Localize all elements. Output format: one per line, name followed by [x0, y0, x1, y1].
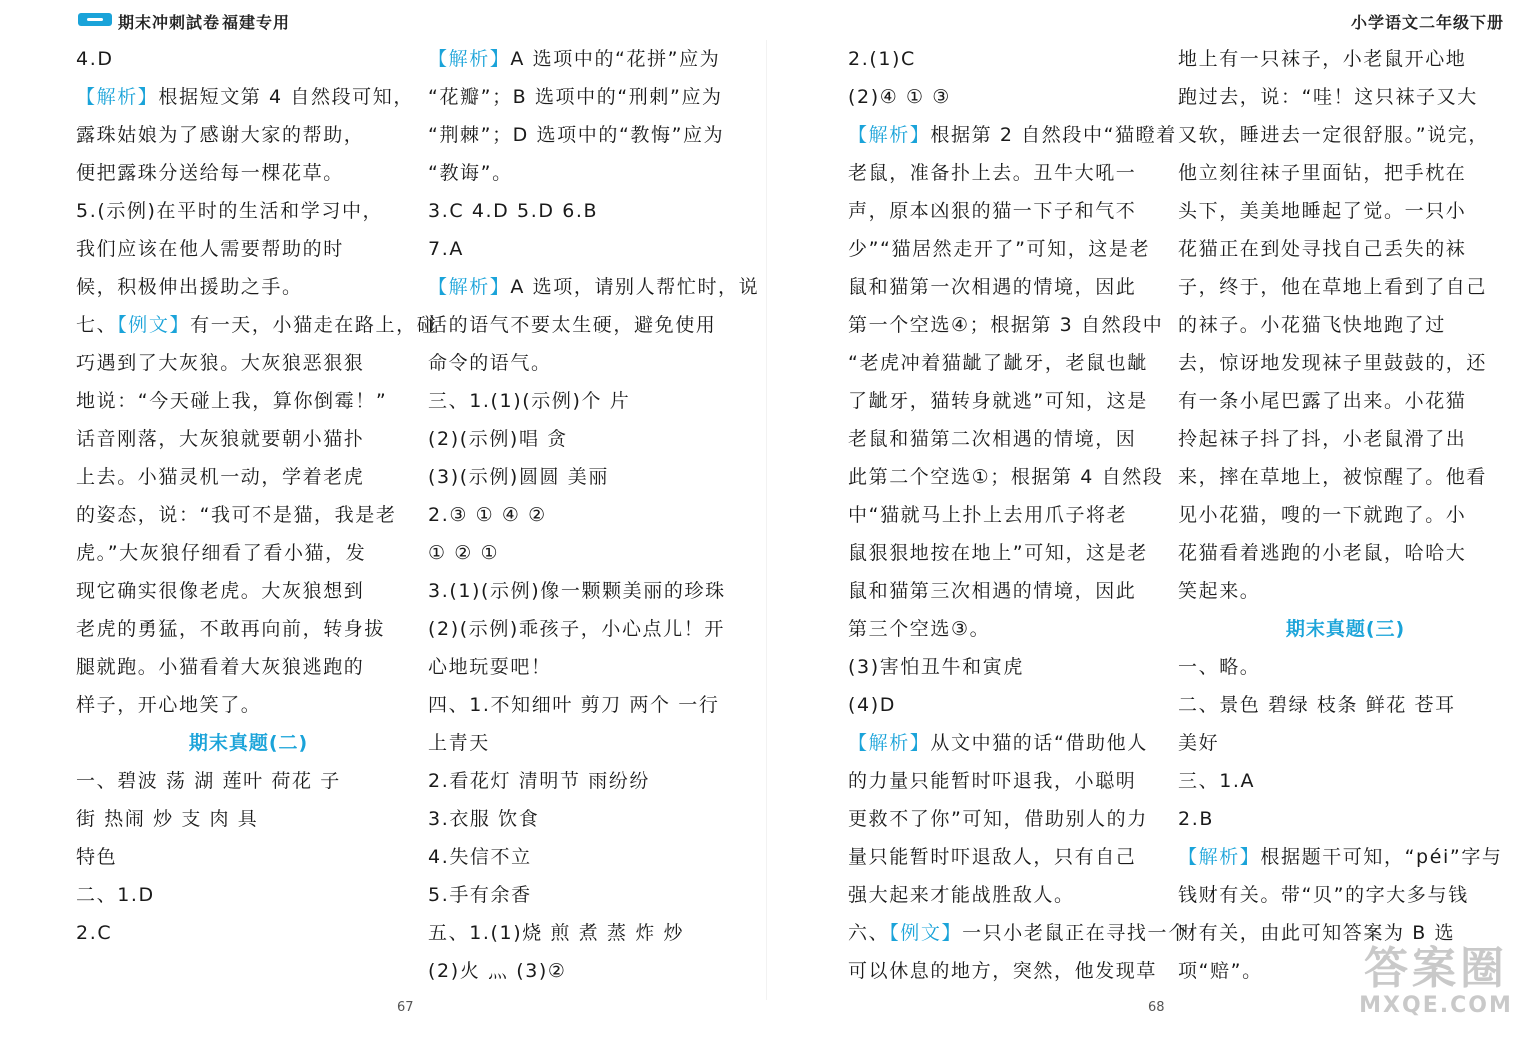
answer-text: 又软，睡进去一定很舒服。”说完，: [1178, 124, 1489, 146]
answer-text: 根据第 2 自然段中“猫瞪着: [930, 124, 1177, 146]
answer-line: [1178, 268, 1513, 306]
answer-text: 声，原本凶狠的猫一下子和气不: [848, 200, 1137, 222]
page-number-right: 68: [1148, 1000, 1165, 1015]
answer-line: [848, 116, 1177, 154]
answer-text: 笑起来。: [1178, 580, 1261, 602]
answer-line: [428, 40, 773, 78]
answer-line: [76, 116, 421, 154]
answer-line: [848, 610, 1153, 648]
answer-line: [1178, 534, 1513, 572]
answer-text: 特色: [76, 846, 118, 868]
answer-line: [1178, 78, 1513, 116]
answer-text: 有一条小尾巴露了出来。小花猫: [1178, 390, 1467, 412]
answer-text: A 选项，请别人帮忙时，说: [510, 276, 760, 298]
answer-line: [1178, 230, 1513, 268]
answer-line: [428, 382, 773, 420]
answer-text: 此第二个空选①；根据第 4 自然段: [848, 466, 1164, 488]
answer-line: [848, 420, 1153, 458]
answer-line: [1178, 382, 1513, 420]
analysis-tag: 【例文】: [117, 314, 191, 336]
answer-text: 5.手有余香: [428, 884, 532, 906]
watermark: [1356, 945, 1516, 1019]
answer-line: [1178, 724, 1513, 762]
answer-text: (2)火 灬 (3)②: [428, 960, 567, 982]
answer-line: [76, 762, 421, 800]
answer-line: [76, 686, 421, 724]
answer-line: [1178, 306, 1513, 344]
answer-text: “老虎冲着猫龇了龇牙，老鼠也龇: [848, 352, 1148, 374]
answer-text: 命令的语气。: [428, 352, 552, 374]
answer-text: 老鼠，准备扑上去。丑牛大吼一: [848, 162, 1137, 184]
answer-line: [428, 344, 773, 382]
answer-text: 一、略。: [1178, 656, 1261, 678]
answer-text: 了龇牙，猫转身就逃”可知，这是: [848, 390, 1148, 412]
answer-line: [76, 154, 421, 192]
answer-line: [848, 838, 1153, 876]
answer-line: [1178, 838, 1513, 876]
answer-text: 上去。小猫灵机一动，学着老虎: [76, 466, 365, 488]
page-header: [0, 0, 1536, 40]
answer-column-4: [1178, 40, 1513, 990]
answer-line: [1178, 572, 1513, 610]
answer-line: [428, 458, 773, 496]
answer-line: [1178, 154, 1513, 192]
answer-line: [1178, 420, 1513, 458]
answer-line: [1178, 876, 1513, 914]
answer-line: [848, 762, 1153, 800]
answer-text: 候，积极伸出援助之手。: [76, 276, 303, 298]
answer-text: 3.(1)(示例)像一颗颗美丽的珍珠: [428, 580, 726, 602]
answer-text: 美好: [1178, 732, 1220, 754]
answer-line: [848, 914, 1189, 952]
answer-text: 跑过去，说：“哇！这只袜子又大: [1178, 86, 1478, 108]
answer-text: 六、: [848, 922, 890, 944]
answer-text: A 选项中的“花拼”应为: [510, 48, 721, 70]
answer-line: [1178, 648, 1513, 686]
answer-text: 量只能暂时吓退敌人，只有自己: [848, 846, 1137, 868]
answer-line: [428, 154, 773, 192]
answer-line: [76, 40, 421, 78]
answer-text: 鼠狠狠地按在地上”可知，这是老: [848, 542, 1148, 564]
answer-line: [848, 648, 1153, 686]
answer-text: 我们应该在他人需要帮助的时: [76, 238, 344, 260]
answer-line: [428, 572, 773, 610]
answer-line: [76, 382, 421, 420]
answer-line: [76, 800, 421, 838]
answer-line: [428, 192, 773, 230]
answer-text: 二、1.D: [76, 884, 155, 906]
answer-text: 第三个空选③。: [848, 618, 991, 640]
edition-label: 福建专用: [222, 13, 291, 32]
answer-text: 话的语气不要太生硬，避免使用: [428, 314, 717, 336]
answer-line: [848, 268, 1153, 306]
watermark-url: MXQE.COM: [1359, 993, 1513, 1018]
answer-text: 强大起来才能战胜敌人。: [848, 884, 1075, 906]
answer-line: [76, 192, 421, 230]
answer-line: [848, 686, 1153, 724]
answer-line: [428, 648, 773, 686]
answer-text: 5.(示例)在平时的生活和学习中，: [76, 200, 384, 222]
answer-line: [1178, 762, 1513, 800]
answer-text: 钱财有关。带“贝”的字大多与钱: [1178, 884, 1469, 906]
answer-line: [428, 686, 773, 724]
answer-text: 根据短文第 4 自然段可知，: [158, 86, 414, 108]
answer-text: 虎。”大灰狼仔细看了看小猫，发: [76, 542, 367, 564]
answer-text: 2.(1)C: [848, 48, 916, 70]
answer-text: 老虎的勇猛，不敢再向前，转身拔: [76, 618, 386, 640]
answer-line: [848, 78, 1153, 116]
answer-line: [76, 78, 421, 116]
answer-line: [848, 572, 1153, 610]
answer-text: 四、1.不知细叶 剪刀 两个 一行: [428, 694, 720, 716]
book-title: 期末冲刺試卷: [118, 13, 221, 32]
answer-text: 现它确实很像老虎。大灰狼想到: [76, 580, 365, 602]
answer-text: 地说：“今天碰上我，算你倒霉！”: [76, 390, 388, 412]
analysis-tag: 【例文】: [889, 922, 963, 944]
answer-text: 第一个空选④；根据第 3 自然段中: [848, 314, 1164, 336]
subject-label: 小学语文二年级下册: [1350, 13, 1504, 32]
answer-column-2: [428, 40, 773, 990]
analysis-tag: 【解析】: [76, 86, 159, 108]
answer-text: “花瓣”；B 选项中的“刑剌”应为: [428, 86, 723, 108]
answer-line: [76, 876, 421, 914]
answer-line: [428, 724, 773, 762]
answer-text: 去，惊讶地发现袜子里鼓鼓的，还: [1178, 352, 1488, 374]
answer-line: [848, 40, 1153, 78]
answer-text: 可以休息的地方，突然，他发现草: [848, 960, 1158, 982]
answer-text: 从文中猫的话“借助他人: [930, 732, 1148, 754]
answer-text: 花猫看着逃跑的小老鼠，哈哈大: [1178, 542, 1467, 564]
answer-text: 根据题干可知，“péi”字与: [1260, 846, 1503, 868]
answer-line: [76, 344, 421, 382]
answer-text: (3)(示例)圆圆 美丽: [428, 466, 609, 488]
answer-line: [428, 762, 773, 800]
answer-text: 子，终于，他在草地上看到了自己: [1178, 276, 1488, 298]
answer-line: [848, 306, 1164, 344]
answer-text: 3.衣服 饮食: [428, 808, 540, 830]
answer-line: [76, 610, 421, 648]
answer-text: ① ② ①: [428, 542, 500, 564]
answer-line: [848, 800, 1153, 838]
answer-line: [848, 534, 1153, 572]
answer-text: 鼠和猫第三次相遇的情境，因此: [848, 580, 1137, 602]
answer-line: [1178, 496, 1513, 534]
answer-text: 3.C 4.D 5.D 6.B: [428, 200, 599, 222]
answer-text: 腿就跑。小猫看着大灰狼逃跑的: [76, 656, 365, 678]
answer-line: [1178, 192, 1513, 230]
page-number-left: 67: [397, 1000, 414, 1015]
answer-column-3: [848, 40, 1189, 990]
answer-text: 2.看花灯 清明节 雨纷纷: [428, 770, 651, 792]
book-logo-icon: [78, 13, 112, 26]
answer-text: 财有关，由此可知答案为 B 选: [1178, 922, 1456, 944]
answer-line: [1178, 116, 1513, 154]
answer-text: 2.B: [1178, 808, 1214, 830]
answer-line: [848, 496, 1153, 534]
answer-text: “荆棘”；D 选项中的“教悔”应为: [428, 124, 725, 146]
answer-line: [428, 268, 773, 306]
answer-line: [428, 534, 773, 572]
answer-line: [848, 344, 1153, 382]
answer-line: [1178, 800, 1513, 838]
answer-text: 拎起袜子抖了抖，小老鼠滑了出: [1178, 428, 1467, 450]
answer-column-1: [76, 40, 438, 952]
answer-text: 街 热闹 炒 支 肉 具: [76, 808, 259, 830]
section-heading: 期末真题(三): [1285, 618, 1406, 640]
answer-text: 7.A: [428, 238, 464, 260]
answer-text: 的袜子。小花猫飞快地跑了过: [1178, 314, 1446, 336]
answer-text: 见小花猫，嗖的一下就跑了。小: [1178, 504, 1467, 526]
answer-line: [848, 192, 1153, 230]
answer-text: (2)④ ① ③: [848, 86, 951, 108]
answer-text: “教诲”。: [428, 162, 513, 184]
answer-text: 便把露珠分送给每一棵花草。: [76, 162, 344, 184]
answer-text: 地上有一只袜子，小老鼠开心地: [1178, 48, 1467, 70]
answer-text: 样子，开心地笑了。: [76, 694, 262, 716]
answer-line: [848, 458, 1164, 496]
answer-line: [76, 458, 421, 496]
answer-line: [76, 534, 421, 572]
answer-text: 鼠和猫第一次相遇的情境，因此: [848, 276, 1137, 298]
answer-text: 他立刻往袜子里面钻，把手枕在: [1178, 162, 1467, 184]
answer-text: 更救不了你”可知，借助别人的力: [848, 808, 1148, 830]
answer-line: [76, 496, 421, 534]
answer-text: 项“赔”。: [1178, 960, 1263, 982]
answer-text: 二、景色 碧绿 枝条 鲜花 苍耳: [1178, 694, 1456, 716]
answer-line: [848, 154, 1153, 192]
answer-line: [428, 116, 773, 154]
answer-text: 的力量只能暂时吓退我，小聪明: [848, 770, 1137, 792]
answer-line: [428, 800, 773, 838]
answer-line: [76, 306, 438, 344]
analysis-tag: 【解析】: [428, 48, 511, 70]
answer-text: 少”“猫居然走开了”可知，这是老: [848, 238, 1151, 260]
answer-line: [76, 230, 421, 268]
answer-line: [76, 268, 421, 306]
answer-text: 一、碧波 荡 湖 莲叶 荷花 子: [76, 770, 341, 792]
answer-line: [428, 952, 773, 990]
answer-text: 三、1.A: [1178, 770, 1256, 792]
answer-text: 有一天，小猫走在路上，碰: [190, 314, 438, 336]
answer-line: [848, 382, 1153, 420]
answer-text: 4.失信不立: [428, 846, 532, 868]
answer-text: (4)D: [848, 694, 896, 716]
answer-text: 七、: [76, 314, 118, 336]
answer-text: 来，摔在草地上，被惊醒了。他看: [1178, 466, 1488, 488]
answer-text: 巧遇到了大灰狼。大灰狼恶狠狠: [76, 352, 365, 374]
answer-line: [428, 496, 773, 534]
analysis-tag: 【解析】: [848, 124, 931, 146]
answer-line: [428, 420, 773, 458]
answer-text: 2.C: [76, 922, 113, 944]
answer-text: 一只小老鼠正在寻找一个: [962, 922, 1189, 944]
answer-line: [848, 876, 1153, 914]
answer-text: 三、1.(1)(示例)个 片: [428, 390, 631, 412]
answer-line: [1178, 686, 1513, 724]
answer-text: 五、1.(1)烧 煎 煮 蒸 炸 炒: [428, 922, 685, 944]
answer-line: [428, 914, 773, 952]
answer-text: (3)害怕丑牛和寅虎: [848, 656, 1024, 678]
answer-line: [428, 230, 773, 268]
answer-text: 2.③ ① ④ ②: [428, 504, 547, 526]
answer-line: [76, 572, 421, 610]
answer-text: 中“猫就马上扑上去用爪子将老: [848, 504, 1128, 526]
analysis-tag: 【解析】: [428, 276, 511, 298]
answer-text: 的姿态，说：“我可不是猫，我是老: [76, 504, 397, 526]
answer-text: 花猫正在到处寻找自己丢失的袜: [1178, 238, 1467, 260]
section-heading: 期末真题(二): [188, 732, 309, 754]
answer-line: [428, 838, 773, 876]
answer-line: [76, 648, 421, 686]
answer-line: [428, 876, 773, 914]
answer-text: 头下，美美地睡起了觉。一只小: [1178, 200, 1467, 222]
answer-text: 露珠姑娘为了感谢大家的帮助，: [76, 124, 365, 146]
watermark-logo-text: 答案圈: [1364, 943, 1508, 994]
analysis-tag: 【解析】: [848, 732, 931, 754]
answer-text: 4.D: [76, 48, 114, 70]
answer-text: 心地玩耍吧！: [428, 656, 552, 678]
answer-line: [76, 838, 421, 876]
answer-line: [848, 724, 1153, 762]
analysis-tag: 【解析】: [1178, 846, 1261, 868]
answer-line: [428, 306, 773, 344]
answer-text: (2)(示例)唱 贪: [428, 428, 568, 450]
answer-text: 老鼠和猫第二次相遇的情境，因: [848, 428, 1137, 450]
answer-line: [428, 610, 773, 648]
answer-text: 话音刚落，大灰狼就要朝小猫扑: [76, 428, 365, 450]
answer-line: [848, 230, 1153, 268]
answer-line: [428, 78, 773, 116]
answer-line: [1178, 40, 1513, 78]
answer-text: (2)(示例)乖孩子，小心点儿！开: [428, 618, 725, 640]
answer-line: [76, 420, 421, 458]
answer-line: [76, 914, 421, 952]
answer-line: [1178, 344, 1513, 382]
answer-text: 上青天: [428, 732, 490, 754]
answer-line: [848, 952, 1158, 990]
answer-line: [1178, 458, 1513, 496]
